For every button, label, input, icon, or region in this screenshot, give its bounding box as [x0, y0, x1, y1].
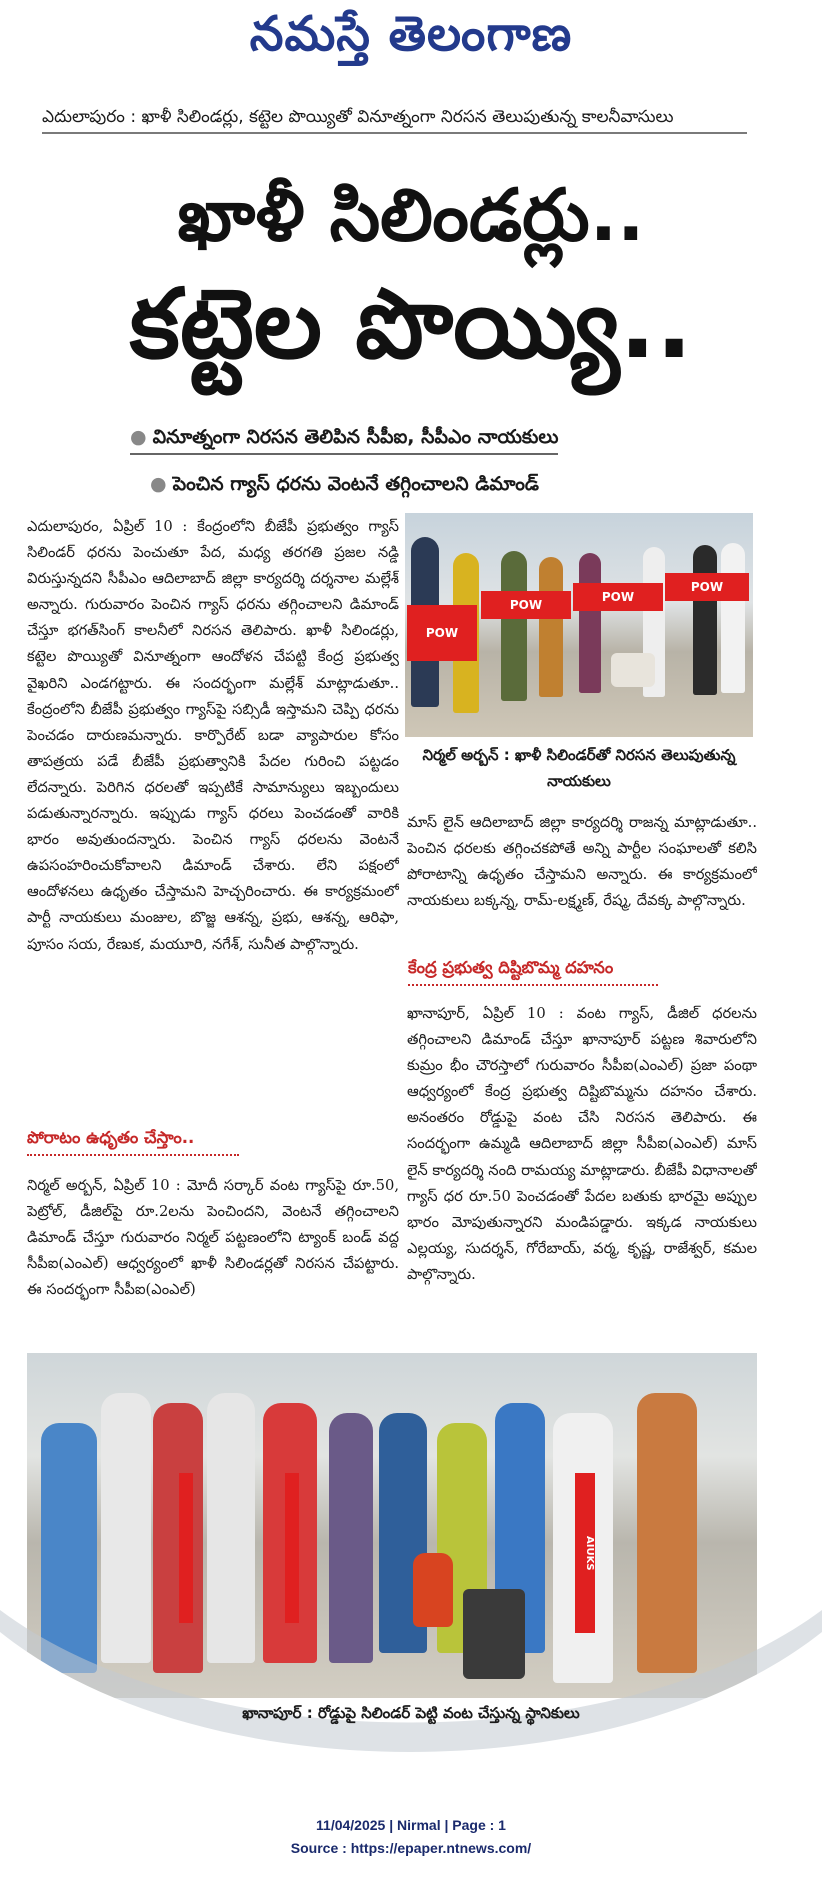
article-paragraph: ఎదులాపురం, ఏప్రిల్ 10 : కేంద్రంలోని బీజేపీ ప్రభుత్వం గ్యాస్ సిలిండర్ ధరను పెంచుతూ పేద, మధ్య తరగతి ప్రజల నడ్డి విరుస్తున్నదని సీపీఎం ఆదిలాబాద్ జిల్లా కార్యదర్శి దర్శనాల మల్లేశ్ అన్నారు. గురువారం పెంచిన గ్యాస్ ధరను తగ్గించాలని డిమాండ్ చేస్తూ భగత్‌సింగ్ కాలనీలో నిరసన తెలిపారు. ఖాళీ సిలిండర్లు, కట్టెల పొయ్యితో వినూత్నంగా ఆందోళన చేపట్టి కేంద్ర ప్రభుత్వ వైఖరిని ఎండగట్టారు. ఈ సందర్భంగా మల్లేశ్ మాట్లాడుతూ.. కేంద్రంలోని బీజేపీ ప్రభుత్వం గ్యాస్‌పై సబ్సిడీ ఇస్తామని చెప్పి ధరను పెంచడం దారుణమన్నారు. కార్పొరేట్ బడా వ్యాపారుల కోసం తాపత్రయ పడే బీజేపీ ప్రభుత్వానికి పేదల గురించి పట్టడం లేదన్నారు. పెరిగిన ధరలతో ఇప్పటికే సామాన్యులు ఇబ్బందులు పడుతున్నారన్నారు. ఇప్పుడు గ్యాస్ ధరలు పెంచడంతో వారికి భారం అవుతుందన్నారు. పెంచిన గ్యాస్ ధరలను వెంటనే ఉపసంహరించుకోవాలని డిమాండ్ చేశారు. లేని పక్షంలో ఆందోళనలు ఉధృతం చేస్తామని హెచ్చరించారు. ఈ కార్యక్రమంలో పార్టీ నాయకులు మంజుల, బొజ్జ ఆశన్న, ప్రభు, ఆశన్న, ఆరిఫా, పూసం సయ, రేణుక, మయూరి, నగేశ్, సునీత పాల్గొన్నారు. [27, 518, 399, 953]
red-sash: AIUKS [575, 1473, 595, 1633]
red-banner: POW [407, 605, 477, 661]
right-article-column [407, 810, 757, 942]
red-banner: POW [481, 591, 571, 619]
article-paragraph: ఖానాపూర్, ఏప్రిల్ 10 : వంట గ్యాస్, డీజిల్ ధరలను తగ్గించాలని డిమాండ్ చేస్తూ ఖానాపూర్ పట్టణ శివారులోని కుమ్రం భీం చౌరస్తాలో గురువారం సీపీఐ(ఎంఎల్) ప్రజా పంథా ఆధ్వర్యంలో కేంద్ర ప్రభుత్వ దిష్టిబొమ్మను దహనం చేశారు. అనంతరం రోడ్డుపై వంట చేసి నిరసన తెలిపారు. ఈ సందర్భంగా ఉమ్మడి ఆదిలాబాద్ జిల్లా సీపీఐ(ఎంఎల్) మాస్ లైన్ కార్యదర్శి నంది రామయ్య మాట్లాడారు. బీజేపీ విధానాలతో గ్యాస్ ధర రూ.50 పెంచడంతో పేదల బతుకు భారమై అప్పుల భారం మోపుతున్నారని మండిపడ్డారు. ఇక్కడ నాయకులు ఎల్లయ్య, సుదర్శన్, గోరేబాయ్, వర్మ, కృష్ణ, రాజేశ్వర్, కమల పాల్గొన్నారు. [407, 1005, 757, 1283]
protest-photo-nirmal [405, 513, 753, 737]
masthead-logo: నమస్తే తెలంగాణ [249, 6, 573, 62]
bullet-icon: ● [150, 473, 167, 495]
bullet-icon: ● [130, 426, 147, 448]
subhead-1: ● వినూత్నంగా నిరసన తెలిపిన సీపీఐ, సీపీఎం నాయకులు [130, 423, 558, 455]
footer-date-edition: 11/04/2025 | Nirmal | Page : 1 [316, 1817, 506, 1833]
person-figure [539, 557, 563, 697]
article-paragraph: మాస్ లైన్ ఆదిలాబాద్ జిల్లా కార్యదర్శి రాజన్న మాట్లాడుతూ.. పెంచిన ధరలకు తగ్గించకపోతే అన్ని పార్టీల సంఘాలతో కలిసి పోరాటాన్ని ఉధృతం చేస్తామని అన్నారు. ఈ కార్యక్రమంలో నాయకులు బక్కన్న, రామ్-లక్ష్మణ్, రేష్మ, దేవక్క పాల్గొన్నారు. [407, 814, 757, 910]
red-sash [179, 1473, 193, 1623]
footer-source-link[interactable]: Source : https://epaper.ntnews.com/ [290, 1840, 532, 1856]
subhead-2: ● పెంచిన గ్యాస్ ధరను వెంటనే తగ్గించాలని డిమాండ్ [150, 473, 539, 495]
person-figure [693, 545, 717, 695]
person-figure [501, 551, 527, 701]
cooking-vessel [611, 653, 655, 687]
kicker-line: ఎదులాపురం : ఖాళీ సిలిండర్లు, కట్టెల పొయ్యితో వినూత్నంగా నిరసన తెలుపుతున్న కాలనీవాసులు [42, 102, 747, 134]
left-article-column-2 [27, 1173, 399, 1307]
right-article-column-2 [407, 1001, 757, 1314]
red-sash [285, 1473, 299, 1623]
headline-line-2: కట్టెల పొయ్యి.. [129, 268, 693, 380]
headline-line-1: ఖాళీ సిలిండర్లు.. [177, 173, 645, 257]
red-banner: POW [665, 573, 749, 601]
photo-caption-nirmal: నిర్మల్ అర్బన్ : ఖాళీ సిలిండర్‌తో నిరసన తెలుపుతున్న నాయకులు [422, 746, 736, 790]
person-figure [579, 553, 601, 693]
section-title-left: పోరాటం ఉధృతం చేస్తాం.. [27, 1128, 239, 1156]
article-paragraph: నిర్మల్ అర్బన్, ఏప్రిల్ 10 : మోదీ సర్కార్ వంట గ్యాస్‌పై రూ.50, పెట్రోల్, డీజిల్‌పై రూ.2లను పెంచిందని, వెంటనే తగ్గించాలని డిమాండ్ చేస్తూ గురువారం నిర్మల్ పట్టణంలోని ట్యాంక్ బండ్ వద్ద సీపీఐ(ఎంఎల్) ఆధ్వర్యంలో ఖాళీ సిలిండర్లతో నిరసన చేపట్టారు. ఈ సందర్భంగా సీపీఐ(ఎంఎల్) [27, 1177, 399, 1299]
photo-caption-khanapur: ఖానాపూర్ : రోడ్డుపై సిలిండర్ పెట్టి వంట చేస్తున్న స్థానికులు [242, 1704, 580, 1722]
person-figure [721, 543, 745, 693]
section-title-right: కేంద్ర ప్రభుత్వ దిష్టిబొమ్మ దహనం [408, 958, 658, 986]
decorative-curve [0, 1610, 822, 1780]
left-article-column [27, 514, 399, 1110]
red-banner: POW [573, 583, 663, 611]
